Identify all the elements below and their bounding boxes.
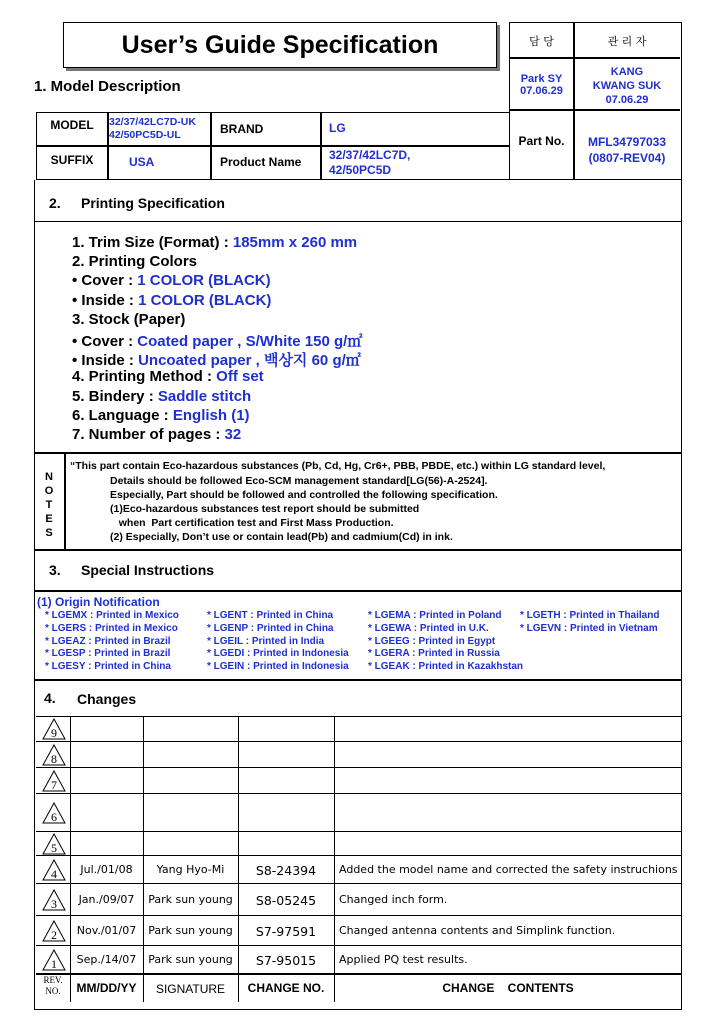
spec-line: • Cover : 1 COLOR (BLACK)	[72, 272, 271, 290]
origin-item: * LGEMA : Printed in Poland	[368, 610, 502, 621]
change-row	[36, 832, 682, 856]
revision-number: 6	[51, 810, 57, 824]
notes-line: Details should be followed Eco-SCM management standard[LG(56)-A-2524].	[110, 475, 488, 487]
approval-box	[509, 22, 682, 180]
revision-number: 3	[51, 897, 57, 911]
origin-item: * LGESY : Printed in China	[45, 661, 171, 673]
change-row	[36, 794, 682, 832]
change-row	[36, 742, 682, 768]
change-signature: Yang Hyo-Mi	[156, 862, 225, 876]
origin-column-3	[368, 610, 523, 674]
printing-heading-num: 2.	[49, 195, 61, 211]
product-name-label: Product Name	[220, 155, 302, 169]
origin-item: * LGEIN : Printed in Indonesia	[207, 661, 349, 673]
approval-col2-date: 07.06.29	[605, 94, 649, 106]
approval-col2-header: 관 리 자	[607, 35, 647, 48]
origin-column-4	[520, 610, 659, 636]
approval-col1-name: Park SY	[520, 73, 563, 85]
change-number: S8-05245	[255, 892, 317, 908]
changes-footer-date: MM/DD/YY	[76, 981, 137, 995]
change-content: Added the model name and corrected the safety instruchions	[339, 862, 678, 876]
brand-label: BRAND	[220, 122, 264, 136]
origin-item: * LGEAK : Printed in Kazakhstan	[368, 661, 524, 673]
origin-item: * LGEMX : Printed in Mexico	[45, 610, 179, 621]
part-no-value-1: MFL34797033	[587, 135, 667, 149]
changes-footer-content: CHANGE CONTENTS	[442, 981, 574, 995]
origin-item: * LGEWA : Printed in U.K.	[368, 622, 489, 634]
spec-line: • Inside : Uncoated paper , 백상지 60 g/㎡	[72, 352, 361, 370]
revision-triangle-icon	[42, 744, 66, 766]
revision-number: 8	[51, 752, 57, 766]
origin-column-2	[207, 610, 349, 674]
changes-footer-change-no: CHANGE NO.	[247, 981, 325, 995]
revision-triangle-icon	[42, 718, 66, 740]
changes-footer-rev: REV. NO.	[43, 975, 63, 996]
approval-col2-name-1: KANG	[610, 66, 644, 78]
revision-triangle-icon	[42, 889, 66, 911]
spec-line: • Cover : Coated paper , S/White 150 g/㎡	[72, 332, 363, 350]
approval-col1-date: 07.06.29	[520, 85, 563, 97]
change-content: Applied PQ test results.	[339, 952, 468, 966]
origin-item: * LGEDI : Printed in Indonesia	[207, 648, 349, 660]
approval-col2-name-2: KWANG SUK	[592, 80, 662, 92]
change-date: Sep./14/07	[76, 952, 137, 966]
changes-heading: Changes	[77, 691, 137, 707]
change-date: Jan./09/07	[78, 892, 135, 906]
revision-triangle-icon	[42, 833, 66, 855]
part-no-label: Part No.	[518, 134, 565, 148]
notes-side-label: N O T E S	[44, 471, 54, 539]
change-signature: Park sun young	[148, 923, 233, 937]
document-title: User’s Guide Specification	[63, 22, 497, 68]
model-value-1: 32/37/42LC7D-UK	[109, 116, 196, 128]
origin-column-1	[45, 610, 179, 674]
spec-line: 5. Bindery : Saddle stitch	[72, 387, 252, 405]
suffix-label: SUFFIX	[50, 153, 94, 167]
change-signature: Park sun young	[148, 952, 233, 966]
product-name-value-1: 32/37/42LC7D,	[329, 148, 411, 162]
brand-value: LG	[329, 121, 346, 135]
spec-line: 2. Printing Colors	[72, 253, 198, 271]
origin-item: * LGEIL : Printed in India	[207, 635, 325, 647]
revision-number: 4	[51, 867, 57, 881]
special-heading: Special Instructions	[81, 562, 215, 578]
notes-line: (2) Especially, Don’t use or contain lead(Pb) and cadmium(Cd) in ink.	[110, 531, 453, 543]
revision-triangle-icon	[42, 770, 66, 792]
model-table	[36, 112, 510, 180]
spec-line: 1. Trim Size (Format) : 185mm x 260 mm	[72, 234, 358, 251]
change-row	[36, 768, 682, 794]
change-content: Changed inch form.	[339, 892, 448, 906]
revision-number: 9	[51, 726, 57, 740]
change-number: S7-97591	[255, 923, 317, 939]
spec-line: 6. Language : English (1)	[72, 406, 250, 424]
revision-number: 2	[51, 928, 57, 942]
printing-spec-list	[72, 234, 362, 445]
part-no-value-2: (0807-REV04)	[588, 151, 666, 165]
revision-number: 7	[51, 778, 57, 792]
notes-line: “This part contain Eco-hazardous substances (Pb, Cd, Hg, Cr6+, PBB, PBDE, etc.) within LG standard level,	[70, 460, 606, 472]
change-signature: Park sun young	[148, 892, 233, 906]
change-number: S8-24394	[255, 862, 317, 878]
revision-triangle-icon	[42, 949, 66, 971]
origin-notification-title: (1) Origin Notification	[37, 595, 160, 609]
model-value-2: 42/50PC5D-UL	[109, 129, 181, 141]
suffix-value: USA	[129, 155, 155, 169]
change-date: Nov./01/07	[76, 923, 137, 937]
printing-heading: Printing Specification	[81, 195, 225, 211]
origin-item: * LGESP : Printed in Brazil	[45, 648, 171, 660]
special-heading-num: 3.	[49, 562, 61, 578]
spec-line: 7. Number of pages : 32	[72, 425, 242, 443]
origin-item: * LGEAZ : Printed in Brazil	[45, 635, 171, 647]
origin-item: * LGENP : Printed in China	[207, 622, 334, 634]
revision-number: 1	[51, 957, 57, 971]
spec-line: 3. Stock (Paper)	[72, 310, 186, 328]
origin-item: * LGEEG : Printed in Egypt	[368, 635, 496, 647]
approval-col1-header: 담 당	[529, 35, 554, 48]
change-row	[36, 716, 682, 742]
notes-line: (1)Eco-hazardous substances test report should be submitted	[110, 503, 420, 515]
model-label: MODEL	[50, 118, 94, 132]
revision-triangle-icon	[42, 802, 66, 824]
change-date: Jul./01/08	[80, 862, 133, 876]
notes-line: Especially, Part should be followed and controlled the following specification.	[110, 489, 498, 501]
change-number: S7-95015	[255, 952, 317, 968]
revision-triangle-icon	[42, 859, 66, 881]
origin-item: * LGETH : Printed in Thailand	[520, 610, 660, 621]
origin-item: * LGENT : Printed in China	[207, 610, 334, 621]
revision-number: 5	[51, 841, 57, 855]
product-name-value-2: 42/50PC5D	[329, 163, 392, 177]
revision-triangle-icon	[42, 920, 66, 942]
change-content: Changed antenna contents and Simplink function.	[339, 923, 616, 937]
origin-item: * LGERA : Printed in Russia	[368, 648, 500, 660]
changes-heading-num: 4.	[44, 690, 56, 706]
origin-item: * LGERS : Printed in Mexico	[45, 622, 178, 634]
spec-line: 4. Printing Method : Off set	[72, 368, 264, 386]
origin-item: * LGEVN : Printed in Vietnam	[520, 622, 658, 634]
model-description-heading: 1. Model Description	[34, 78, 181, 95]
changes-footer-signature: SIGNATURE	[155, 982, 226, 996]
spec-line: • Inside : 1 COLOR (BLACK)	[72, 291, 272, 309]
notes-line: when Part certification test and First Mass Production.	[110, 517, 394, 529]
